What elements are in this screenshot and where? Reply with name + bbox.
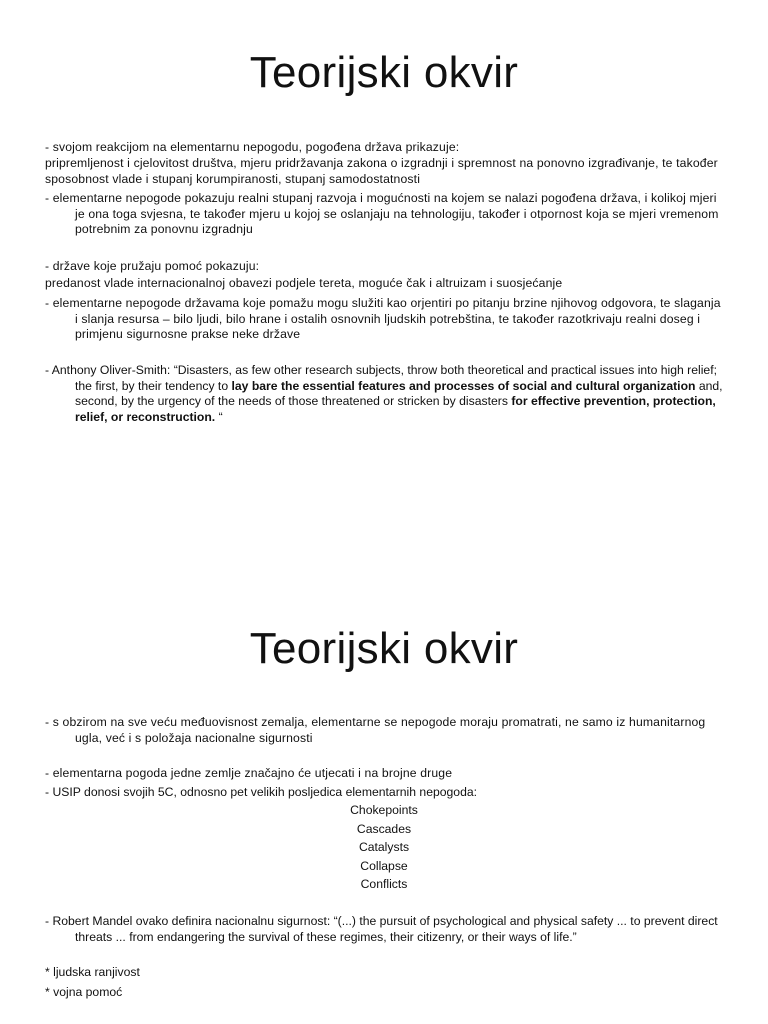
bullet-impact: - elementarna pogoda jedne zemlje značajno će utjecati i na brojne druge — [45, 766, 453, 780]
note-human-vulnerability: * ljudska ranjivost — [45, 965, 140, 979]
quote-emphasis: lay bare the essential features and processes of social and cultural organization — [231, 378, 696, 393]
bullet-helping-states: - države koje pružaju pomoć pokazuju: — [45, 259, 260, 273]
quote-text: - Anthony Oliver-Smith: “Disasters, as few other research subjects, throw both theoretical and practical issues into high relief; the first, by their tendency to — [45, 363, 717, 393]
slide-title: Teorijski okvir — [249, 624, 519, 673]
bullet-benchmarks: - elementarne nepogode državama koje pomažu mogu služiti kao orjentiri po pitanju brzine njihovog odgovora, te slaganja i slanja resursa – bilo ljudi, bilo hrane i ostalih osnovnih ljudskih potrebština, te također razotkrivaju realni doseg i primjenu sigurnosne prakse neke države — [45, 296, 721, 341]
list-item: Catalysts — [358, 840, 410, 854]
quote-close: “ — [215, 409, 223, 424]
list-item: Cascades — [356, 822, 412, 836]
bullet-usip: - USIP donosi svojih 5C, odnosno pet velikih posljedica elementarnih nepogoda: — [45, 785, 478, 799]
quote-text: and, second, by the urgency of the needs of those threatened or stricken by disasters — [75, 378, 723, 408]
bullet-development: - elementarne nepogode pokazuju realni stupanj razvoja i mogućnosti na kojem se nalazi pogođena država, i kolikoj mjeri je ona toga svjesna, te također mjeru u kojoj se oslanjaju na tehnologiju, također i otpornost koja se mjeri vremenom potrebnim za ponovnu izgradnju — [45, 191, 719, 236]
list-item: Conflicts — [360, 877, 408, 891]
quote-oliver-smith — [45, 363, 725, 425]
slide-title: Teorijski okvir — [249, 48, 519, 97]
quote-emphasis: for effective prevention, protection, relief, or reconstruction. — [75, 394, 716, 424]
bullet-mandel-quote: - Robert Mandel ovako definira nacionalnu sigurnost: “(...) the pursuit of psychological and physical safety ... to prevent direct threats ... from endangering the survival of these regimes, their citizenry, or their ways of life.” — [45, 914, 718, 944]
list-item: Collapse — [360, 859, 408, 873]
bullet-helping-states-continued: predanost vlade internacionalnoj obavezi podjele tereta, moguće čak i altruizam i suosjećanje — [45, 276, 563, 290]
bullet-interdependence: - s obzirom na sve veću međuovisnost zemalja, elementarne se nepogode moraju promatrati, ne samo iz humanitarnog ugla, već i s položaja nacionalne sigurnosti — [45, 715, 706, 745]
bullet-reaction: - svojom reakcijom na elementarnu nepogodu, pogođena država prikazuje: — [45, 140, 460, 154]
list-item: Chokepoints — [350, 803, 418, 817]
note-military-aid: * vojna pomoć — [45, 985, 123, 999]
bullet-reaction-continued: pripremljenost i cjelovitost društva, mjeru pridržavanja zakona o izgradnji i spremnost na ponovno izgrađivanje, te također sposobnost vlade i stupanj korumpiranosti, stupanj samodostatnosti — [45, 156, 718, 186]
